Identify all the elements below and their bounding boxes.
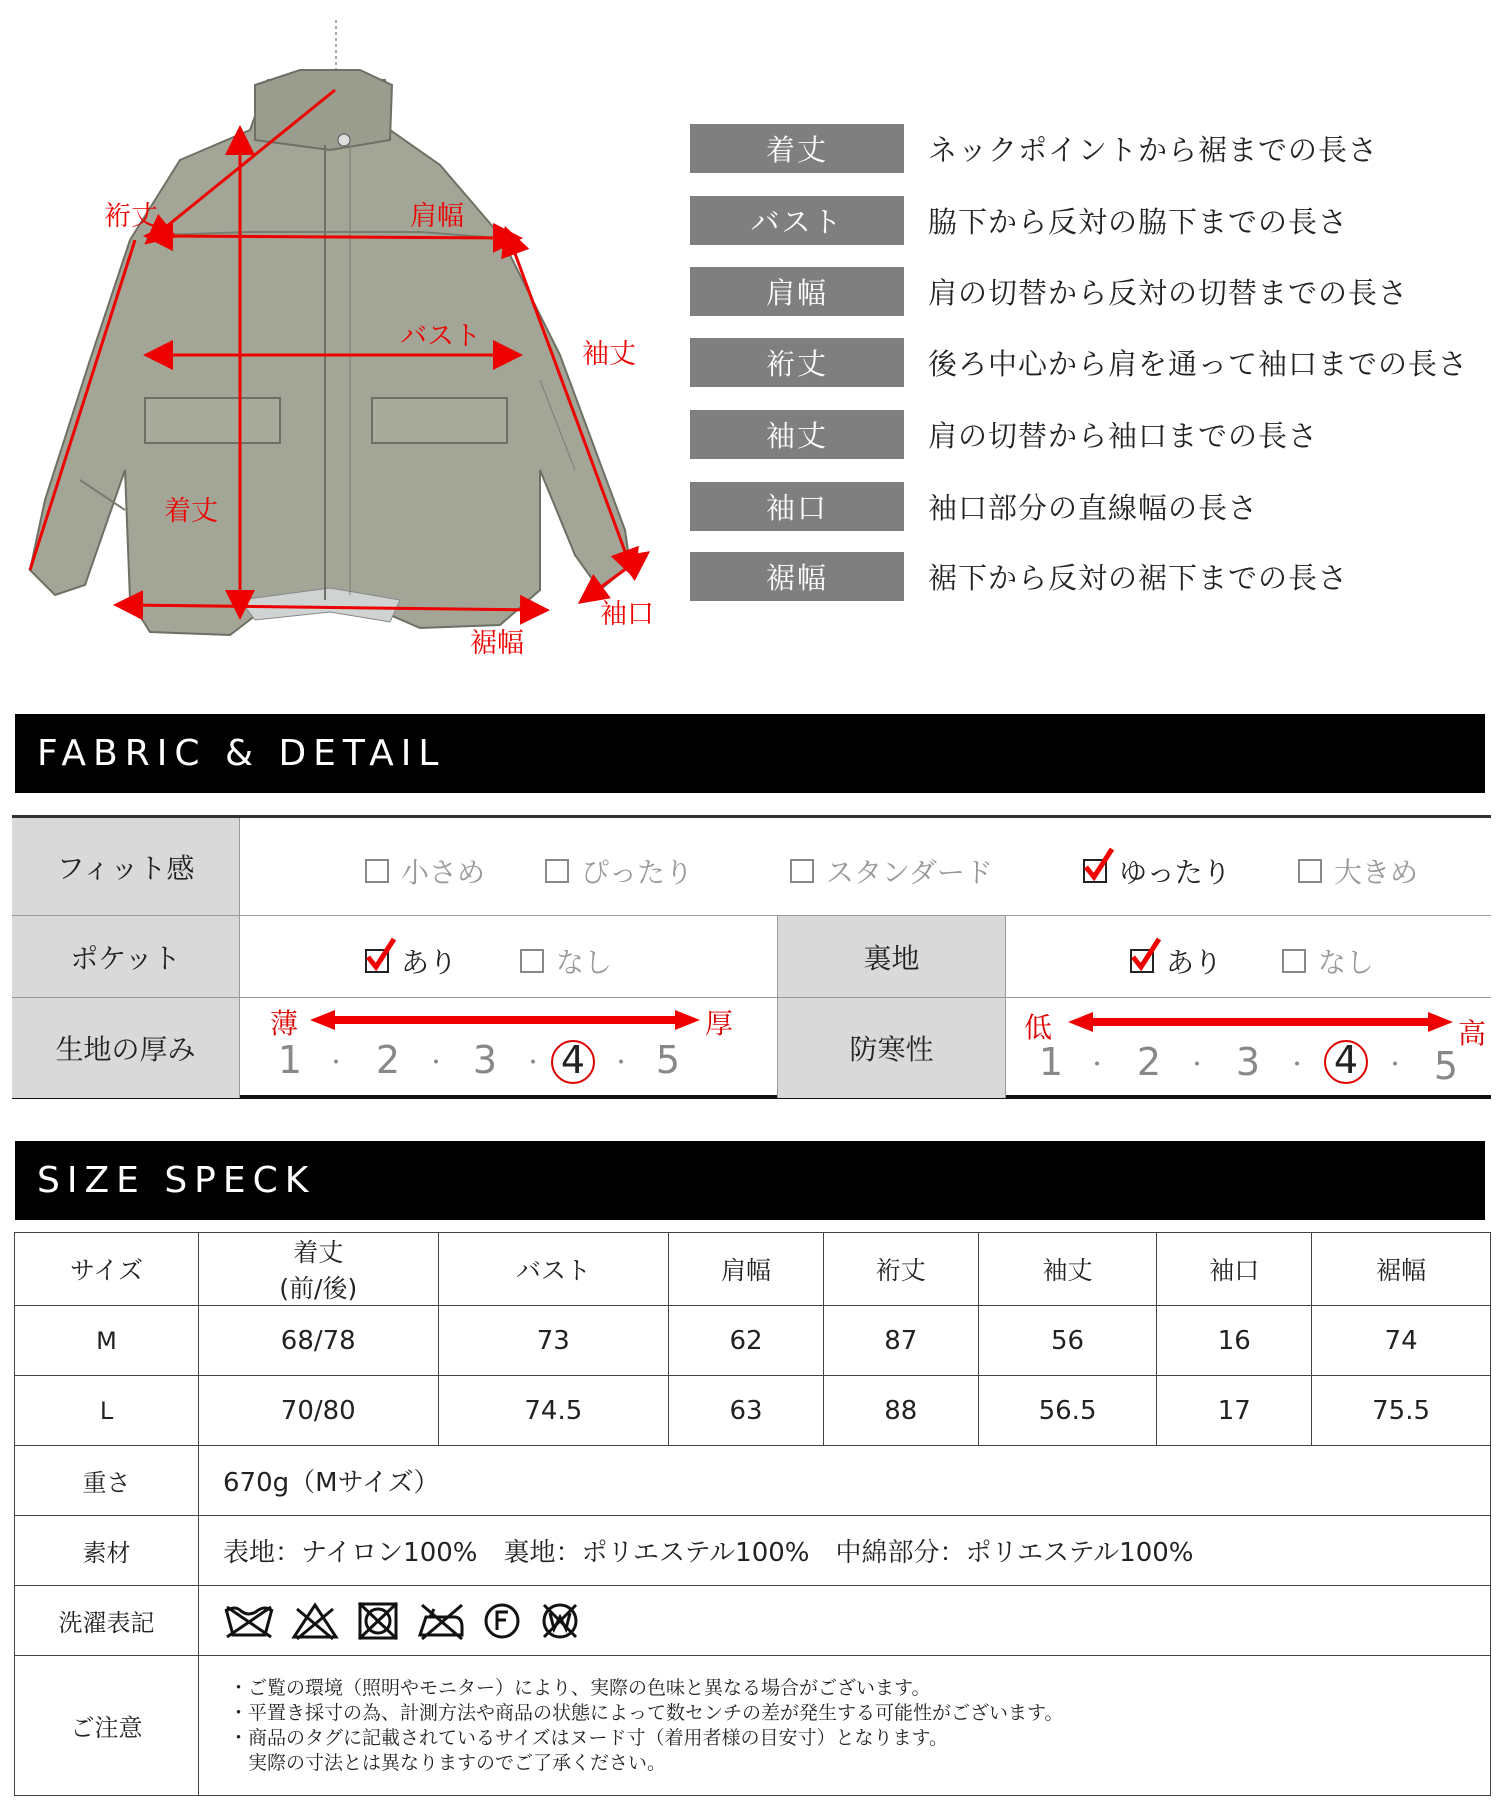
pocket-option-no (520, 941, 612, 981)
definition-desc: 脇下から反対の脇下までの長さ (928, 205, 1349, 239)
bust-cell: 73 (438, 1306, 669, 1376)
definition-term: 肩幅 (690, 267, 904, 316)
no-tumble-dry-icon (356, 1601, 400, 1641)
thickness-scale-5: 5 (655, 1038, 681, 1082)
scale-separator: ・ (1286, 1053, 1309, 1078)
definition-term: 着丈 (690, 124, 904, 173)
thickness-scale-1: 1 (277, 1038, 303, 1082)
care-icons (199, 1586, 1491, 1656)
kitake-cell: 70/80 (199, 1376, 439, 1446)
scale-separator: ・ (425, 1051, 448, 1076)
lining-option-no (1282, 941, 1374, 981)
katahaba-cell: 62 (669, 1306, 824, 1376)
lining-option-text: なし (1318, 946, 1375, 979)
header-susohaba: 裾幅 (1312, 1233, 1491, 1306)
definition-term: 袖口 (690, 482, 904, 531)
susohaba-cell: 75.5 (1312, 1376, 1491, 1446)
scale-separator: ・ (1186, 1053, 1209, 1078)
definition-desc: ネックポイントから裾までの長さ (928, 133, 1379, 167)
warmth-low-label: 低 (1024, 1011, 1053, 1044)
pocket-label: ポケット (12, 916, 240, 998)
checkbox-icon (1282, 949, 1306, 973)
checkbox-checked-icon (1083, 859, 1107, 883)
sodetake-cell: 56 (978, 1306, 1157, 1376)
warmth-high-label: 高 (1458, 1017, 1487, 1050)
size-spec-table (14, 1232, 1491, 1796)
susohaba-label: 裾幅 (470, 628, 524, 659)
header-bust: バスト (438, 1233, 669, 1306)
thickness-scale (240, 998, 778, 1098)
header-kitake-line2: (前/後) (279, 1274, 358, 1303)
warmth-scale-3: 3 (1235, 1040, 1261, 1084)
yukitake-label: 裄丈 (104, 201, 158, 232)
size-cell: M (15, 1306, 199, 1376)
fabric-detail-table (12, 815, 1491, 1099)
fit-option-relaxed (1083, 851, 1231, 891)
definition-row (690, 338, 1468, 387)
pocket-option-text: なし (556, 946, 613, 979)
checkbox-icon (790, 859, 814, 883)
header-yukitake: 裄丈 (823, 1233, 978, 1306)
note-line: 実際の寸法とは異なりますのでご了承ください。 (229, 1751, 667, 1774)
notes-label: ご注意 (15, 1656, 199, 1796)
fit-option-small (365, 851, 485, 891)
header-sodetake: 袖丈 (978, 1233, 1157, 1306)
table-row (15, 1306, 1491, 1376)
definition-desc: 肩の切替から反対の切替までの長さ (928, 276, 1409, 310)
sodeguchi-cell: 16 (1157, 1306, 1312, 1376)
note-line: ・平置き採寸の為、計測方法や商品の状態によって数センチの差が発生する可能性がございます。 (229, 1701, 1064, 1724)
fit-option-fitted (545, 851, 693, 891)
yukitake-cell: 87 (823, 1306, 978, 1376)
fit-option-text: ゆったり (1119, 856, 1231, 889)
definition-row (690, 482, 1258, 531)
no-wet-clean-icon (538, 1601, 582, 1641)
checkbox-icon (1298, 859, 1322, 883)
thickness-scale-4: 4 (560, 1038, 586, 1082)
definition-row (690, 552, 1348, 601)
sodeguchi-cell: 17 (1157, 1376, 1312, 1446)
warmth-arrow-icon (1068, 1010, 1453, 1034)
scale-separator: ・ (610, 1051, 633, 1076)
fit-option-text: 小さめ (401, 856, 486, 889)
header-sodeguchi: 袖口 (1157, 1233, 1312, 1306)
warmth-scale-5: 5 (1433, 1044, 1459, 1088)
red-check-icon (1083, 847, 1115, 885)
scale-separator: ・ (325, 1051, 348, 1076)
definition-desc: 袖口部分の直線幅の長さ (928, 491, 1259, 525)
red-check-icon (1130, 937, 1162, 975)
weight-value: 670g（Mサイズ） (199, 1446, 1491, 1516)
material-value: 表地：ナイロン100% 裏地：ポリエステル100% 中綿部分：ポリエステル100% (199, 1516, 1491, 1586)
care-row (15, 1586, 1491, 1656)
definition-row (690, 410, 1318, 459)
dry-clean-f-icon (482, 1601, 522, 1641)
fabric-detail-heading: FABRIC & DETAIL (15, 714, 1485, 793)
lining-option-yes (1130, 941, 1222, 981)
definition-desc: 裾下から反対の裾下までの長さ (928, 561, 1349, 595)
pocket-option-yes (365, 941, 457, 981)
warmth-label: 防寒性 (778, 998, 1006, 1098)
katahaba-cell: 63 (669, 1376, 824, 1446)
checkbox-icon (365, 859, 389, 883)
definition-term: 裄丈 (690, 338, 904, 387)
definition-desc: 後ろ中心から肩を通って袖口までの長さ (928, 347, 1469, 381)
header-size: サイズ (15, 1233, 199, 1306)
red-check-icon (365, 937, 397, 975)
thickness-low-label: 薄 (270, 1007, 299, 1040)
thickness-high-label: 厚 (705, 1007, 734, 1040)
material-row (15, 1516, 1491, 1586)
checkbox-checked-icon (365, 949, 389, 973)
fit-options (240, 818, 1491, 916)
fit-option-large (1298, 851, 1418, 891)
size-cell: L (15, 1376, 199, 1446)
kitake-label: 着丈 (164, 496, 218, 527)
definition-row (690, 267, 1408, 316)
no-bleach-icon (291, 1601, 339, 1641)
weight-label: 重さ (15, 1446, 199, 1516)
no-iron-icon (416, 1601, 466, 1641)
thickness-scale-3: 3 (472, 1038, 498, 1082)
checkbox-icon (545, 859, 569, 883)
lining-label: 裏地 (778, 916, 1006, 998)
bust-cell: 74.5 (438, 1376, 669, 1446)
header-kitake-line1: 着丈 (293, 1238, 344, 1267)
bust-label: バスト (400, 321, 481, 352)
pocket-option-text: あり (401, 946, 458, 979)
sodeguchi-label: 袖口 (600, 599, 654, 630)
fit-option-text: 大きめ (1334, 856, 1419, 889)
thickness-label: 生地の厚み (12, 998, 240, 1098)
checkbox-icon (520, 949, 544, 973)
sodetake-label: 袖丈 (582, 339, 636, 370)
fit-label: フィット感 (12, 818, 240, 916)
thickness-arrow-icon (310, 1008, 700, 1032)
notes-row (15, 1656, 1491, 1796)
warmth-scale (1006, 998, 1491, 1098)
warmth-scale-1: 1 (1038, 1040, 1064, 1084)
table-header-row (15, 1233, 1491, 1306)
scale-separator: ・ (522, 1051, 545, 1076)
definition-term: バスト (690, 196, 904, 245)
header-kitake (199, 1233, 439, 1306)
notes-text (199, 1656, 1491, 1796)
lining-options (1006, 916, 1491, 998)
weight-row (15, 1446, 1491, 1516)
size-spec-heading: SIZE SPECK (15, 1141, 1485, 1220)
susohaba-cell: 74 (1312, 1306, 1491, 1376)
warmth-scale-2: 2 (1136, 1040, 1162, 1084)
jacket-illustration (0, 0, 680, 660)
scale-separator: ・ (1086, 1053, 1109, 1078)
no-wash-icon (223, 1601, 275, 1641)
katahaba-label: 肩幅 (410, 201, 464, 232)
note-line: ・商品のタグに記載されているサイズはヌード寸（着用者様の目安寸）となります。 (229, 1726, 948, 1749)
yukitake-cell: 88 (823, 1376, 978, 1446)
lining-option-text: あり (1166, 946, 1223, 979)
note-line: ・ご覧の環境（照明やモニター）により、実際の色味と異なる場合がございます。 (229, 1676, 931, 1699)
thickness-scale-2: 2 (375, 1038, 401, 1082)
measurement-diagram (0, 0, 1500, 700)
pocket-options (240, 916, 778, 998)
definition-row (690, 124, 1378, 173)
header-katahaba: 肩幅 (669, 1233, 824, 1306)
definition-row (690, 196, 1348, 245)
table-row (15, 1376, 1491, 1446)
fit-option-text: ぴったり (581, 856, 694, 889)
warmth-scale-4: 4 (1333, 1038, 1359, 1082)
fit-option-standard (790, 851, 993, 891)
definition-desc: 肩の切替から袖口までの長さ (928, 419, 1319, 453)
care-label: 洗濯表記 (15, 1586, 199, 1656)
material-label: 素材 (15, 1516, 199, 1586)
checkbox-checked-icon (1130, 949, 1154, 973)
definition-term: 袖丈 (690, 410, 904, 459)
scale-separator: ・ (1384, 1053, 1407, 1078)
fit-option-text: スタンダード (826, 856, 993, 889)
kitake-cell: 68/78 (199, 1306, 439, 1376)
definition-term: 裾幅 (690, 552, 904, 601)
sodetake-cell: 56.5 (978, 1376, 1157, 1446)
